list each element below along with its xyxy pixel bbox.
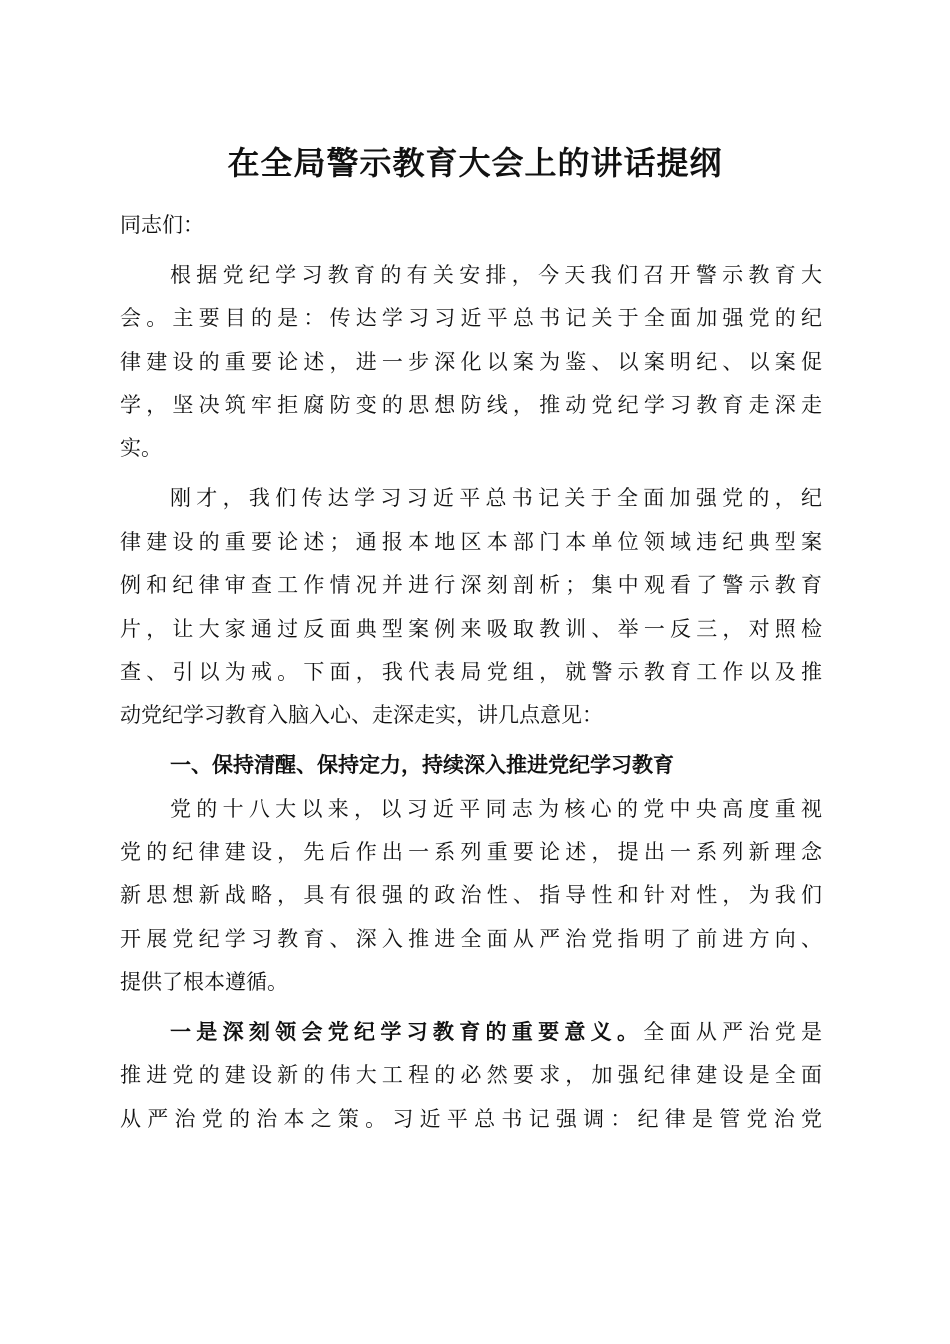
text-line: 例和纪律审查工作情况并进行深刻剖析；集中观看了警示教育 [120, 573, 822, 598]
text-line: 开展党纪学习教育、深入推进全面从严治党指明了前进方向、 [120, 926, 822, 951]
paragraph-lead: 一是深刻领会党纪学习教育的重要意义。 [170, 1020, 644, 1045]
document-body [120, 204, 822, 1141]
text-line: 党的纪律建设，先后作出一系列重要论述，提出一系列新理念 [120, 839, 822, 864]
text-line: 根据党纪学习教育的有关安排，今天我们召开警示教育大 [170, 262, 822, 287]
text-line [120, 1011, 822, 1054]
text-line: 实。 [120, 436, 162, 461]
paragraph-3 [120, 788, 822, 1005]
text-line: 律建设的重要论述；通报本地区本部门本单位领域违纪典型案 [120, 529, 822, 554]
document-title: 在全局警示教育大会上的讲话提纲 [227, 144, 723, 182]
section-heading: 一、保持清醒、保持定力，持续深入推进党纪学习教育 [170, 753, 674, 778]
text-line: 提供了根本遵循。 [120, 970, 288, 995]
text-line: 党的十八大以来，以习近平同志为核心的党中央高度重视 [170, 796, 822, 821]
text-line: 推进党的建设新的伟大工程的必然要求，加强纪律建设是全面 [120, 1063, 822, 1088]
text-line: 学，坚决筑牢拒腐防变的思想防线，推动党纪学习教育走深走 [120, 393, 822, 418]
text-line: 动党纪学习教育入脑入心、走深走实，讲几点意见： [120, 703, 603, 728]
salutation: 同志们： [120, 213, 204, 237]
section-heading-1 [120, 744, 822, 787]
paragraph-text: 全面从严治党是 [643, 1020, 822, 1045]
paragraph-1 [120, 254, 822, 471]
paragraph-4 [120, 1011, 822, 1141]
paragraph-2 [120, 477, 822, 737]
text-line: 刚才，我们传达学习习近平总书记关于全面加强党的，纪 [170, 486, 822, 511]
text-line: 会。主要目的是：传达学习习近平总书记关于全面加强党的纪 [120, 306, 822, 331]
text-line: 从严治党的治本之策。习近平总书记强调：纪律是管党治党 [120, 1106, 822, 1131]
text-line: 新思想新战略，具有很强的政治性、指导性和针对性，为我们 [120, 883, 822, 908]
text-line: 片，让大家通过反面典型案例来吸取教训、举一反三，对照检 [120, 616, 822, 641]
text-line: 律建设的重要论述，进一步深化以案为鉴、以案明纪、以案促 [120, 349, 822, 374]
text-line: 查、引以为戒。下面，我代表局党组，就警示教育工作以及推 [120, 659, 822, 684]
